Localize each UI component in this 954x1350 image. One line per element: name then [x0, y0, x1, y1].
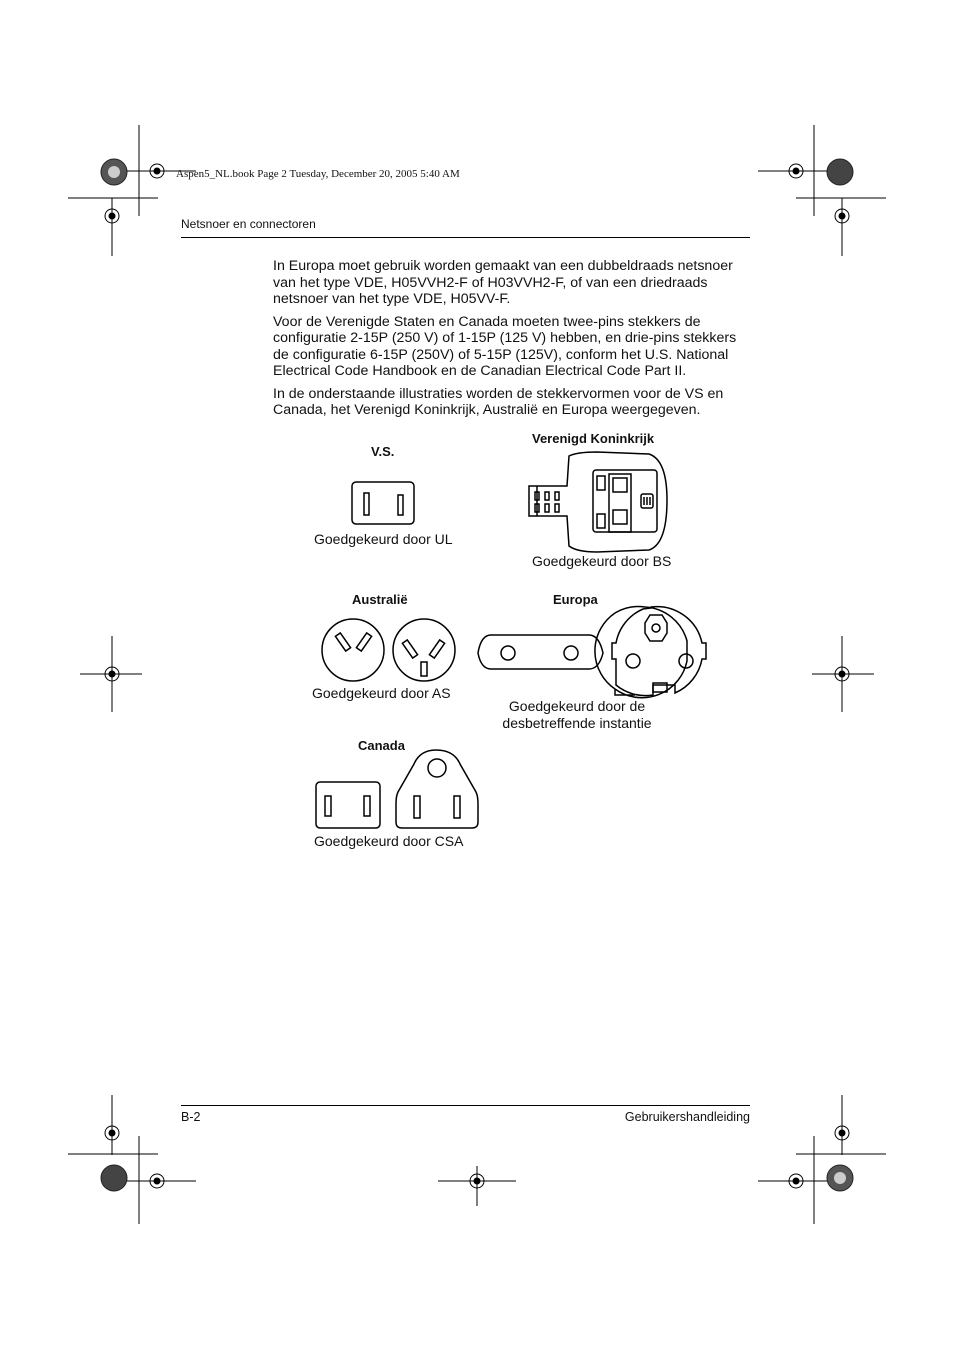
- plug-eu-caption-line2: desbetreffende instantie: [502, 714, 652, 731]
- header-rule: [181, 237, 750, 238]
- print-slug: Aspen5_NL.book Page 2 Tuesday, December 20, 2005 5:40 AM: [176, 168, 460, 180]
- section-title: Netsnoer en connectoren: [181, 217, 316, 231]
- footer-rule: [181, 1105, 750, 1106]
- plug-au-caption: Goedgekeurd door AS: [312, 685, 451, 701]
- plug-uk-label: Verenigd Koninkrijk: [532, 431, 655, 446]
- paragraph-illustrations: In de onderstaande illustraties worden de stekkervormen voor de VS en Canada, het Verenigd Koninkrijk, Australië en Europa weergegeven.: [273, 385, 724, 418]
- plug-uk-illustration: [527, 452, 669, 554]
- plug-eu-caption-line1: Goedgekeurd door de: [508, 698, 646, 714]
- plug-us-caption: Goedgekeurd door UL: [314, 531, 453, 547]
- plug-us-illustration: [351, 481, 415, 525]
- body-text: [273, 258, 753, 425]
- plug-ca-illustration: [314, 748, 480, 830]
- plug-uk-caption: Goedgekeurd door BS: [532, 553, 672, 569]
- plug-au-illustration: [320, 618, 460, 686]
- plug-eu-label: Europa: [553, 592, 598, 607]
- document-title: Gebruikershandleiding: [624, 1110, 750, 1124]
- page-number: B-2: [181, 1110, 201, 1124]
- plug-au-label: Australië: [352, 592, 408, 607]
- plug-ca-label: Canada: [358, 738, 405, 753]
- paragraph-europe: In Europa moet gebruik worden gemaakt van een dubbeldraads netsnoer van het type VDE, H05VVH2-F of H03VVH2-F, of van een driedraads netsnoer van het type VDE, H05VV-F.: [273, 258, 733, 307]
- plug-ca-caption: Goedgekeurd door CSA: [314, 833, 464, 849]
- plug-us-label: V.S.: [371, 444, 395, 459]
- paragraph-us-canada: Voor de Verenigde Staten en Canada moeten twee-pins stekkers de configuratie 2-15P (250 V) of 1-15P (125 V) hebben, en drie-pins stekkers de configuratie 6-15P (250V) of 5-15P (125V), conform het U.S. National Electrical Code Handbook en de Canadian Electrical Code Part II.: [273, 313, 737, 379]
- plug-eu-caption: [467, 698, 687, 731]
- plug-eu-illustration: [477, 603, 709, 697]
